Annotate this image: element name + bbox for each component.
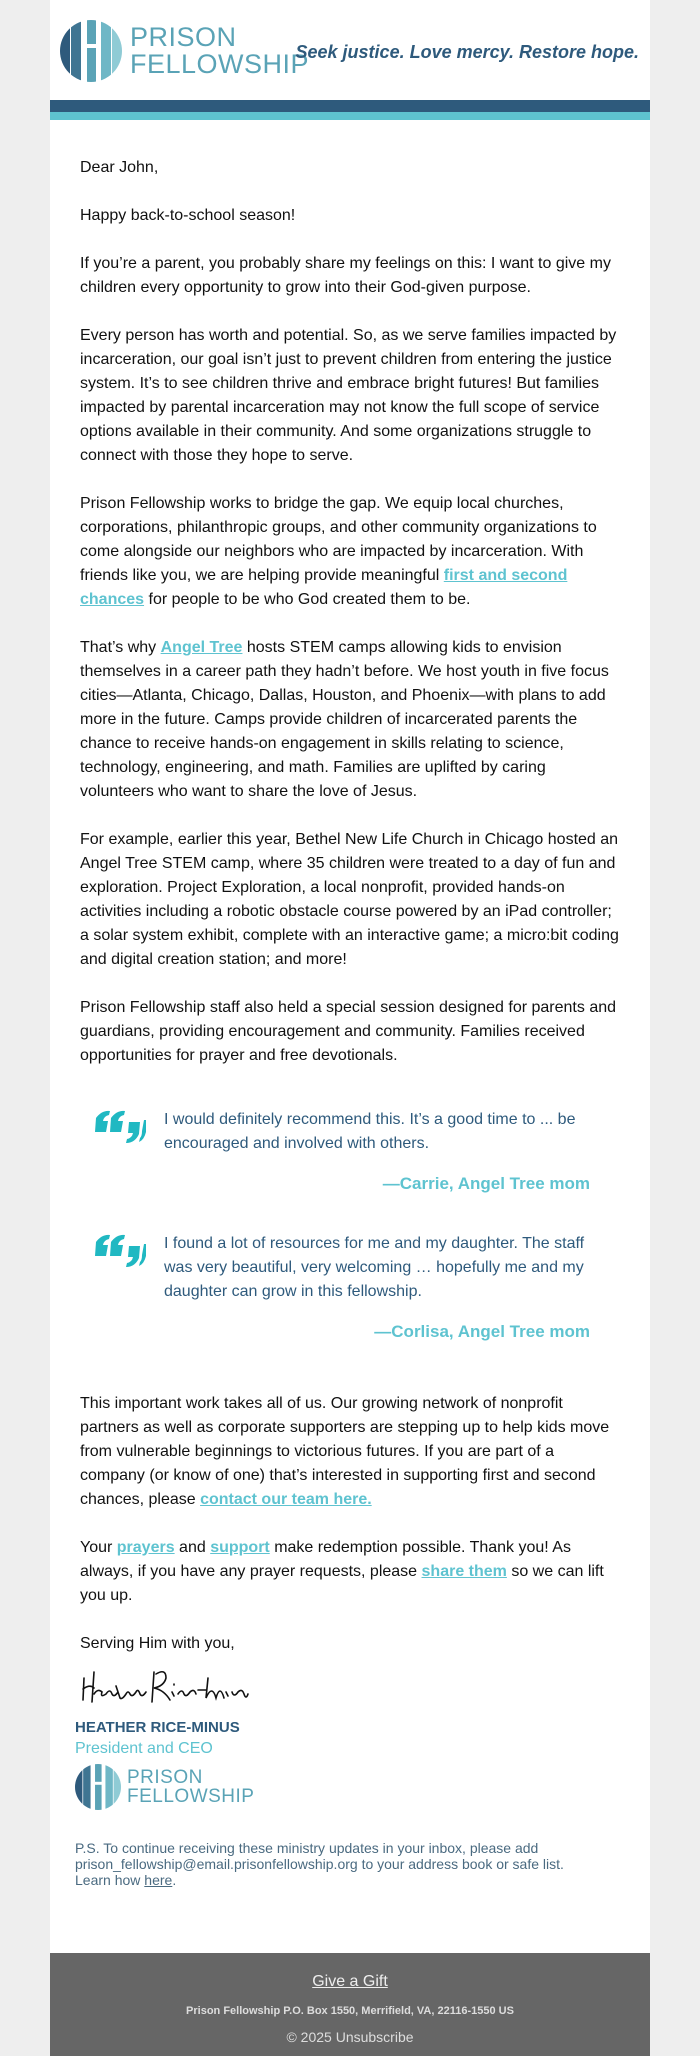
quote-icon	[94, 1110, 146, 1144]
angel-tree-link[interactable]: Angel Tree	[160, 639, 243, 656]
paragraph-3: Every person has worth and potential. So, as we serve families impacted by incarceration, our goal isn’t just to prevent children from entering the justice system. It’s to see children thrive and embrace bright futures! But families impacted by parental incarceration may not know the full scope of service options available in their community. And some organizations struggle to connect with those they hope to serve.	[80, 327, 617, 464]
p9-text-c: make redemption possible. Thank you! As always, if you have any prayer requests, please	[80, 1539, 571, 1580]
quote-author: —Corlisa, Angel Tree mom	[374, 1322, 590, 1341]
p4-text-b: for people to be who God created them to be.	[144, 591, 471, 608]
mailing-address: Prison Fellowship P.O. Box 1550, Merrifield, VA, 22116-1550 US	[186, 2005, 514, 2017]
email-footer	[50, 1953, 650, 2056]
signer-name: HEATHER RICE-MINUS	[75, 1719, 240, 1736]
p4-text-a: Prison Fellowship works to bridge the gap. We equip local churches, corporations, philanthropic groups, and other community organizations to come alongside our neighbors who are impacted by incarceration. With friends like you, we are helping provide meaningful	[80, 495, 597, 584]
logo-line-2: FELLOWSHIP	[130, 49, 310, 79]
prayers-link[interactable]: prayers	[116, 1539, 175, 1556]
signer-title: President and CEO	[75, 1740, 213, 1757]
p9-text-d: so we can lift you up.	[80, 1563, 604, 1604]
p5-text-a: That’s why	[80, 639, 161, 656]
postscript	[75, 1840, 620, 1888]
p9-text-b: and	[174, 1539, 211, 1556]
first-second-chances-link[interactable]: first and second chances	[80, 567, 568, 608]
p8-text: This important work takes all of us. Our growing network of nonprofit partners as well as corporate supporters are stepping up to help kids move from vulnerable beginnings to victorious futures. If you are part of a company (or know of one) that’s interested in supporting first and second chances, please	[80, 1395, 610, 1508]
ps-text-end: .	[172, 1872, 177, 1888]
paragraph-7: Prison Fellowship staff also held a special session designed for parents and guardians, providing encouragement and community. Families received opportunities for prayer and free devotionals.	[80, 999, 617, 1064]
logo-line-2: FELLOWSHIP	[127, 1786, 255, 1807]
closing: Serving Him with you,	[80, 1635, 235, 1652]
ps-text: P.S. To continue receiving these ministry updates in your inbox, please add prison_fellowship@email.prisonfellowship.org to your address book or safe list. Learn how	[75, 1840, 564, 1888]
paragraph-2: If you’re a parent, you probably share my feelings on this: I want to give my children every opportunity to grow into their God-given purpose.	[80, 255, 611, 296]
email-header	[50, 0, 650, 100]
testimonial-quote-2	[80, 1232, 620, 1344]
paragraph-4	[80, 492, 620, 612]
paragraph-6: For example, earlier this year, Bethel New Life Church in Chicago hosted an Angel Tree STEM camp, where 35 children were treated to a day of fun and exploration. Project Exploration, a local nonprofit, provided hands-on activities including a robotic obstacle course powered by an iPad controller; a solar system exhibit, complete with an interactive game; a micro:bit coding and digital creation station; and more!	[80, 831, 619, 968]
contact-team-link[interactable]: contact our team here.	[200, 1491, 372, 1508]
logo-wordmark	[130, 24, 309, 78]
testimonial-quote-1	[80, 1108, 620, 1196]
share-them-link[interactable]: share them	[421, 1563, 507, 1580]
logo-mark-icon	[60, 20, 122, 82]
logo-mark-icon	[75, 1764, 121, 1810]
email-container	[50, 0, 650, 2056]
quote-text: I would definitely recommend this. It’s a good time to ... be encouraged and involved with others.	[164, 1111, 576, 1152]
header-bar-navy	[50, 100, 650, 112]
quote-text: I found a lot of resources for me and my daughter. The staff was very beautiful, very welcoming … hopefully me and my daughter can grow in this fellowship.	[164, 1235, 585, 1300]
paragraph-9	[80, 1536, 620, 1608]
p5-text-b: hosts STEM camps allowing kids to envision themselves in a career path they hadn’t before. We host youth in five focus cities—Atlanta, Chicago, Dallas, Houston, and Phoenix—with plans to add more in the future. Camps provide children of incarcerated parents the chance to receive hands-on engagement in skills relating to science, technology, engineering, and math. Families are uplifted by caring volunteers who want to share the love of Jesus.	[80, 639, 609, 800]
footer-logo	[75, 1764, 620, 1810]
p9-text-a: Your	[80, 1539, 117, 1556]
logo-line-1: PRISON	[130, 22, 237, 52]
tagline: Seek justice. Love mercy. Restore hope.	[295, 42, 639, 62]
greeting: Dear John,	[80, 159, 159, 176]
paragraph-5	[80, 636, 620, 804]
copyright-unsubscribe[interactable]: © 2025 Unsubscribe	[286, 2029, 414, 2045]
give-a-gift-link[interactable]: Give a Gift	[312, 1973, 388, 1990]
quote-icon	[94, 1234, 146, 1268]
paragraph-1: Happy back-to-school season!	[80, 207, 296, 224]
learn-how-link[interactable]: here	[144, 1872, 173, 1888]
signature-image	[80, 1664, 250, 1708]
paragraph-8	[80, 1392, 620, 1512]
support-link[interactable]: support	[210, 1539, 270, 1556]
logo-wordmark	[127, 1768, 254, 1806]
prison-fellowship-logo[interactable]	[60, 20, 309, 82]
letter-body	[50, 120, 650, 1888]
quote-author: —Carrie, Angel Tree mom	[382, 1174, 590, 1193]
header-bar-teal	[50, 112, 650, 120]
logo-line-1: PRISON	[127, 1767, 203, 1788]
